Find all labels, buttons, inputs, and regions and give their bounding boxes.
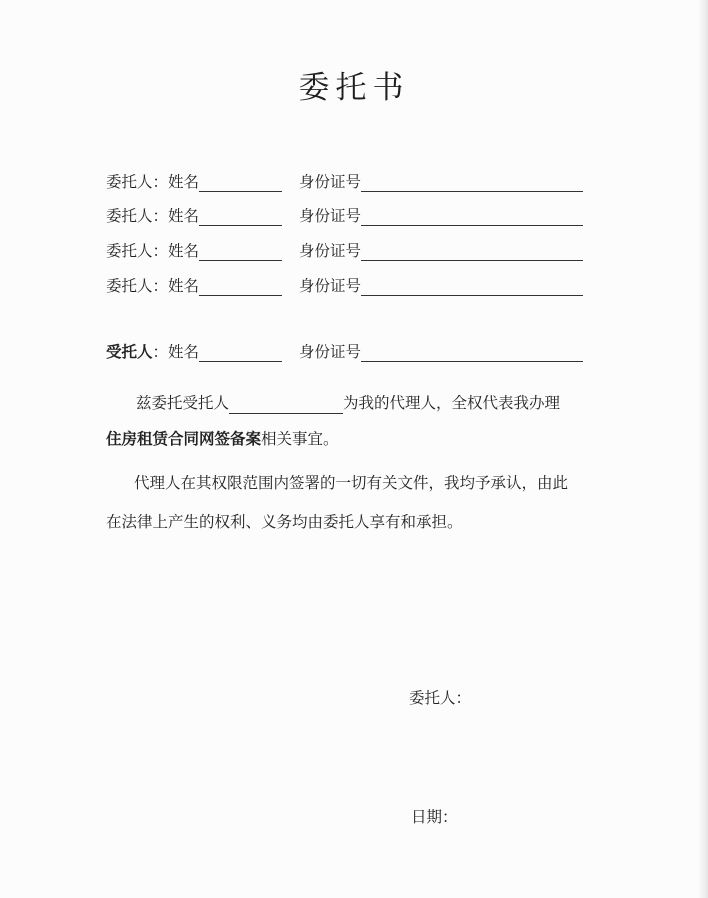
- name-label: 姓名: [168, 343, 200, 361]
- id-number-label: 身份证号: [299, 277, 362, 295]
- paragraph-1-after: 为我的代理人，全权代表我办理: [343, 394, 561, 412]
- role-label: 委托人: [106, 207, 153, 225]
- paragraph-1-line-1: [136, 392, 626, 414]
- colon: ：: [152, 343, 169, 361]
- colon: ：: [152, 173, 169, 191]
- paragraph-1-line-2: [106, 428, 596, 450]
- id-number-label: 身份证号: [299, 343, 362, 361]
- name-label: 姓名: [168, 207, 200, 225]
- scan-edge-shadow: [698, 0, 708, 898]
- paragraph-1-tail: 相关事宜。: [261, 430, 339, 448]
- id-number-blank-line[interactable]: [361, 209, 583, 226]
- colon: ：: [152, 277, 169, 295]
- name-blank-line[interactable]: [199, 209, 282, 226]
- page-title: 委托书: [298, 70, 410, 106]
- id-number-label: 身份证号: [299, 242, 362, 260]
- role-label: 委托人: [106, 277, 153, 295]
- paragraph-1-subject: 住房租赁合同网签备案: [106, 429, 262, 448]
- principal-row-2: [106, 206, 583, 226]
- id-number-blank-line[interactable]: [361, 175, 583, 192]
- principal-row-3: [106, 241, 583, 261]
- name-label: 姓名: [168, 277, 200, 295]
- paragraph-2-line-2: 在法律上产生的权利、义务均由委托人享有和承担。: [106, 513, 463, 531]
- id-number-blank-line[interactable]: [361, 345, 583, 362]
- role-label: 委托人: [106, 173, 153, 191]
- role-label: 委托人: [106, 242, 153, 260]
- name-blank-line[interactable]: [199, 345, 282, 362]
- principal-row-4: [106, 276, 583, 296]
- agent-role-label: 受托人: [106, 342, 153, 361]
- name-blank-line[interactable]: [199, 175, 282, 192]
- name-label: 姓名: [168, 242, 200, 260]
- name-blank-line[interactable]: [199, 279, 282, 296]
- colon: ：: [152, 242, 169, 260]
- paragraph-2-line-1: 代理人在其权限范围内签署的一切有关文件，我均予承认，由此: [134, 474, 569, 492]
- id-number-label: 身份证号: [299, 207, 362, 225]
- colon: ：: [152, 207, 169, 225]
- id-number-blank-line[interactable]: [361, 279, 583, 296]
- paragraph-1-before: 兹委托受托人: [136, 394, 230, 412]
- agent-name-blank-line[interactable]: [229, 397, 343, 414]
- date-label: 日期：: [411, 808, 458, 826]
- signature-label: 委托人：: [409, 689, 472, 707]
- agent-row: [106, 342, 583, 362]
- name-blank-line[interactable]: [199, 244, 282, 261]
- name-label: 姓名: [168, 173, 200, 191]
- id-number-blank-line[interactable]: [361, 244, 583, 261]
- principal-row-1: [106, 172, 583, 192]
- id-number-label: 身份证号: [299, 173, 362, 191]
